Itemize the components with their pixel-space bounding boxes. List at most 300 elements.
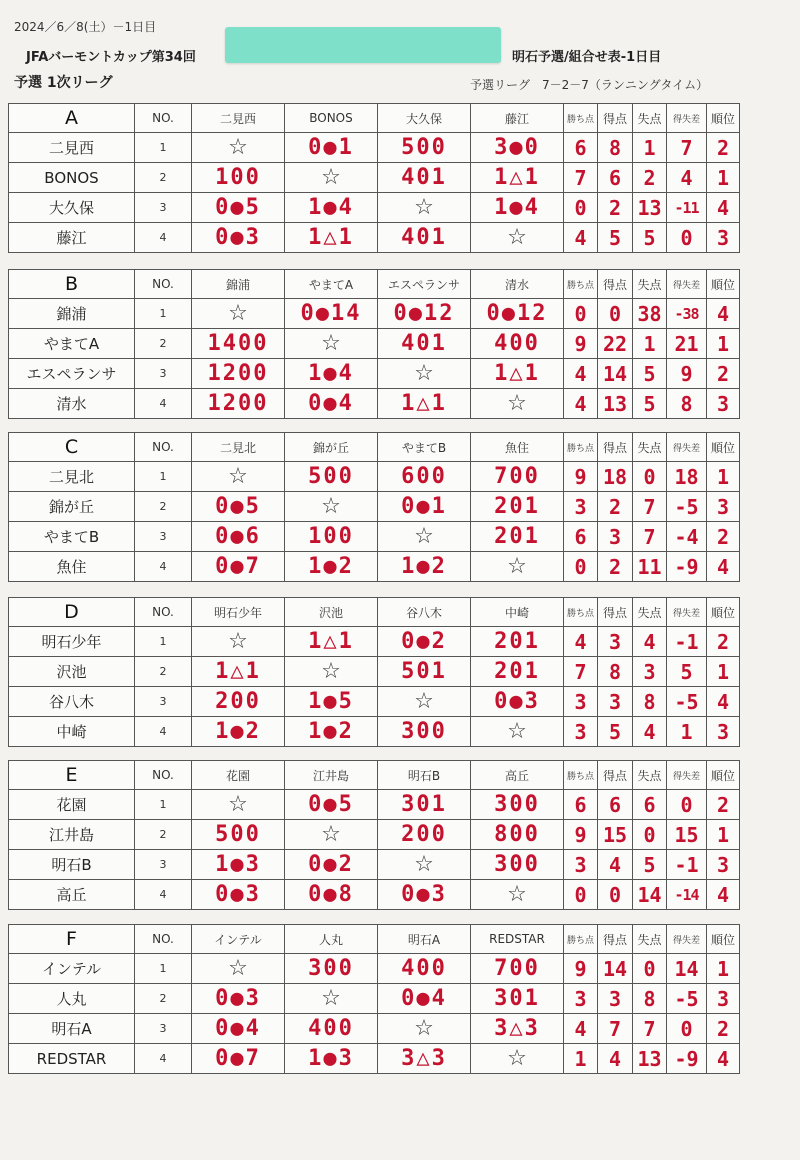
match-result: 401 bbox=[378, 163, 471, 193]
match-result: 100 bbox=[192, 163, 285, 193]
opponent-header: 明石B bbox=[378, 761, 471, 790]
goals-for-value: 18 bbox=[598, 462, 633, 492]
wins-value: 7 bbox=[564, 163, 598, 193]
team-no: 1 bbox=[135, 954, 192, 984]
wins-value: 3 bbox=[564, 687, 598, 717]
group-header-row bbox=[9, 270, 740, 299]
rank-value: 1 bbox=[707, 657, 740, 687]
rank-value: 2 bbox=[707, 790, 740, 820]
goals-against-value: 13 bbox=[633, 193, 667, 223]
self-match-star: ☆ bbox=[471, 1044, 564, 1074]
group-letter: E bbox=[9, 761, 135, 790]
match-result: 0●14 bbox=[285, 299, 378, 329]
table-row bbox=[9, 820, 740, 850]
goals-for-value: 5 bbox=[598, 223, 633, 253]
goals-against-value: 0 bbox=[633, 462, 667, 492]
no-header: NO. bbox=[135, 433, 192, 462]
match-result: 201 bbox=[471, 492, 564, 522]
match-result: 500 bbox=[285, 462, 378, 492]
wins-value: 3 bbox=[564, 717, 598, 747]
match-result: 0●6 bbox=[192, 522, 285, 552]
goals-against-value: 5 bbox=[633, 223, 667, 253]
match-result: 0●4 bbox=[192, 1014, 285, 1044]
match-result: 400 bbox=[471, 329, 564, 359]
opponent-header: インテル bbox=[192, 925, 285, 954]
self-match-star: ☆ bbox=[378, 1014, 471, 1044]
match-result: 301 bbox=[471, 984, 564, 1014]
wins-value: 0 bbox=[564, 193, 598, 223]
match-result: 1●3 bbox=[285, 1044, 378, 1074]
goal-diff-value: 0 bbox=[667, 1014, 707, 1044]
self-match-star: ☆ bbox=[192, 299, 285, 329]
goals-for-value: 22 bbox=[598, 329, 633, 359]
rank-value: 4 bbox=[707, 299, 740, 329]
opponent-header: 明石A bbox=[378, 925, 471, 954]
team-name: 藤江 bbox=[9, 223, 135, 253]
team-name: 明石A bbox=[9, 1014, 135, 1044]
team-no: 4 bbox=[135, 717, 192, 747]
goal-diff-value: 18 bbox=[667, 462, 707, 492]
goals-for-value: 4 bbox=[598, 850, 633, 880]
goals-against-value: 6 bbox=[633, 790, 667, 820]
match-result: 800 bbox=[471, 820, 564, 850]
goal-diff-value: 21 bbox=[667, 329, 707, 359]
match-result: 500 bbox=[192, 820, 285, 850]
match-result: 3△3 bbox=[378, 1044, 471, 1074]
table-row bbox=[9, 299, 740, 329]
wins-value: 6 bbox=[564, 790, 598, 820]
match-result: 0●3 bbox=[192, 880, 285, 910]
goals-against-value: 8 bbox=[633, 984, 667, 1014]
goal-diff-header: 得失差 bbox=[667, 925, 707, 954]
team-no: 2 bbox=[135, 820, 192, 850]
rank-header: 順位 bbox=[707, 104, 740, 133]
goals-for-value: 0 bbox=[598, 299, 633, 329]
match-result: 301 bbox=[378, 790, 471, 820]
team-name: REDSTAR bbox=[9, 1044, 135, 1074]
goals-for-value: 3 bbox=[598, 687, 633, 717]
goals-for-header: 得点 bbox=[598, 433, 633, 462]
team-no: 2 bbox=[135, 984, 192, 1014]
goals-for-header: 得点 bbox=[598, 598, 633, 627]
match-result: 0●7 bbox=[192, 552, 285, 582]
team-no: 1 bbox=[135, 299, 192, 329]
self-match-star: ☆ bbox=[378, 522, 471, 552]
rank-header: 順位 bbox=[707, 925, 740, 954]
match-result: 400 bbox=[378, 954, 471, 984]
match-result: 1△1 bbox=[378, 389, 471, 419]
match-result: 0●2 bbox=[378, 627, 471, 657]
goals-against-value: 5 bbox=[633, 389, 667, 419]
match-result: 300 bbox=[471, 850, 564, 880]
goals-against-value: 4 bbox=[633, 627, 667, 657]
rank-header: 順位 bbox=[707, 598, 740, 627]
self-match-star: ☆ bbox=[192, 133, 285, 163]
group-header-row bbox=[9, 761, 740, 790]
group-header-row bbox=[9, 104, 740, 133]
goals-for-value: 14 bbox=[598, 359, 633, 389]
goal-diff-value: -9 bbox=[667, 1044, 707, 1074]
team-name: インテル bbox=[9, 954, 135, 984]
table-row bbox=[9, 984, 740, 1014]
goals-against-value: 1 bbox=[633, 133, 667, 163]
table-row bbox=[9, 359, 740, 389]
team-name: やまてB bbox=[9, 522, 135, 552]
opponent-header: 中崎 bbox=[471, 598, 564, 627]
goal-diff-header: 得失差 bbox=[667, 433, 707, 462]
table-row bbox=[9, 223, 740, 253]
table-row bbox=[9, 1014, 740, 1044]
wins-value: 0 bbox=[564, 299, 598, 329]
goals-against-value: 2 bbox=[633, 163, 667, 193]
match-result: 300 bbox=[471, 790, 564, 820]
match-result: 201 bbox=[471, 657, 564, 687]
wins-header: 勝ち点 bbox=[564, 433, 598, 462]
goals-for-value: 4 bbox=[598, 1044, 633, 1074]
match-result: 0●5 bbox=[285, 790, 378, 820]
match-result: 1●2 bbox=[285, 717, 378, 747]
team-name: 花園 bbox=[9, 790, 135, 820]
goals-against-value: 3 bbox=[633, 657, 667, 687]
table-row bbox=[9, 687, 740, 717]
match-result: 700 bbox=[471, 462, 564, 492]
wins-value: 3 bbox=[564, 850, 598, 880]
group-letter: B bbox=[9, 270, 135, 299]
goal-diff-value: -11 bbox=[667, 193, 707, 223]
self-match-star: ☆ bbox=[285, 492, 378, 522]
team-no: 3 bbox=[135, 522, 192, 552]
table-row bbox=[9, 492, 740, 522]
match-result: 1200 bbox=[192, 359, 285, 389]
self-match-star: ☆ bbox=[471, 717, 564, 747]
wins-header: 勝ち点 bbox=[564, 270, 598, 299]
rank-value: 1 bbox=[707, 163, 740, 193]
match-result: 0●12 bbox=[378, 299, 471, 329]
table-row bbox=[9, 790, 740, 820]
table-row bbox=[9, 1044, 740, 1074]
self-match-star: ☆ bbox=[285, 329, 378, 359]
team-name: 魚住 bbox=[9, 552, 135, 582]
opponent-header: 大久保 bbox=[378, 104, 471, 133]
goal-diff-value: -5 bbox=[667, 984, 707, 1014]
table-row bbox=[9, 462, 740, 492]
wins-value: 0 bbox=[564, 552, 598, 582]
wins-value: 9 bbox=[564, 820, 598, 850]
match-result: 1400 bbox=[192, 329, 285, 359]
goal-diff-value: -5 bbox=[667, 687, 707, 717]
goal-diff-value: -38 bbox=[667, 299, 707, 329]
match-result: 201 bbox=[471, 627, 564, 657]
rank-value: 2 bbox=[707, 522, 740, 552]
team-no: 4 bbox=[135, 552, 192, 582]
rank-value: 3 bbox=[707, 223, 740, 253]
team-name: 二見北 bbox=[9, 462, 135, 492]
table-row bbox=[9, 954, 740, 984]
goal-diff-value: 7 bbox=[667, 133, 707, 163]
self-match-star: ☆ bbox=[471, 552, 564, 582]
match-result: 1△1 bbox=[192, 657, 285, 687]
team-name: 江井島 bbox=[9, 820, 135, 850]
goals-against-header: 失点 bbox=[633, 761, 667, 790]
match-result: 0●1 bbox=[285, 133, 378, 163]
match-result: 0●5 bbox=[192, 193, 285, 223]
group-header-row bbox=[9, 925, 740, 954]
team-name: 人丸 bbox=[9, 984, 135, 1014]
goals-for-value: 0 bbox=[598, 880, 633, 910]
self-match-star: ☆ bbox=[192, 462, 285, 492]
group-letter: A bbox=[9, 104, 135, 133]
goal-diff-value: 15 bbox=[667, 820, 707, 850]
match-result: 3△3 bbox=[471, 1014, 564, 1044]
no-header: NO. bbox=[135, 270, 192, 299]
team-no: 2 bbox=[135, 492, 192, 522]
goals-for-value: 3 bbox=[598, 627, 633, 657]
group-table-e bbox=[8, 760, 740, 910]
self-match-star: ☆ bbox=[285, 657, 378, 687]
opponent-header: 藤江 bbox=[471, 104, 564, 133]
self-match-star: ☆ bbox=[285, 820, 378, 850]
wins-value: 6 bbox=[564, 522, 598, 552]
match-result: 0●3 bbox=[378, 880, 471, 910]
rank-value: 4 bbox=[707, 552, 740, 582]
goals-for-value: 8 bbox=[598, 133, 633, 163]
goals-for-value: 14 bbox=[598, 954, 633, 984]
match-result: 0●4 bbox=[285, 389, 378, 419]
match-result: 0●5 bbox=[192, 492, 285, 522]
goals-for-value: 13 bbox=[598, 389, 633, 419]
goal-diff-value: 5 bbox=[667, 657, 707, 687]
no-header: NO. bbox=[135, 761, 192, 790]
match-result: 0●3 bbox=[192, 223, 285, 253]
goal-diff-value: -1 bbox=[667, 850, 707, 880]
goals-against-header: 失点 bbox=[633, 270, 667, 299]
no-header: NO. bbox=[135, 925, 192, 954]
sheet-header bbox=[0, 0, 800, 100]
match-result: 0●8 bbox=[285, 880, 378, 910]
goals-against-header: 失点 bbox=[633, 433, 667, 462]
match-result: 1200 bbox=[192, 389, 285, 419]
match-result: 1●5 bbox=[285, 687, 378, 717]
team-no: 3 bbox=[135, 1014, 192, 1044]
rank-value: 3 bbox=[707, 850, 740, 880]
opponent-header: REDSTAR bbox=[471, 925, 564, 954]
goal-diff-value: -9 bbox=[667, 552, 707, 582]
wins-header: 勝ち点 bbox=[564, 761, 598, 790]
goals-for-value: 2 bbox=[598, 552, 633, 582]
table-row bbox=[9, 880, 740, 910]
team-no: 1 bbox=[135, 790, 192, 820]
goal-diff-value: -14 bbox=[667, 880, 707, 910]
self-match-star: ☆ bbox=[378, 359, 471, 389]
wins-header: 勝ち点 bbox=[564, 104, 598, 133]
team-no: 3 bbox=[135, 359, 192, 389]
team-name: 谷八木 bbox=[9, 687, 135, 717]
goals-for-value: 15 bbox=[598, 820, 633, 850]
table-row bbox=[9, 193, 740, 223]
goals-against-header: 失点 bbox=[633, 598, 667, 627]
group-letter: D bbox=[9, 598, 135, 627]
team-no: 2 bbox=[135, 329, 192, 359]
team-name: 中崎 bbox=[9, 717, 135, 747]
match-result: 0●3 bbox=[471, 687, 564, 717]
opponent-header: 錦が丘 bbox=[285, 433, 378, 462]
goal-diff-value: 4 bbox=[667, 163, 707, 193]
team-no: 3 bbox=[135, 193, 192, 223]
team-no: 1 bbox=[135, 627, 192, 657]
match-result: 3●0 bbox=[471, 133, 564, 163]
wins-value: 6 bbox=[564, 133, 598, 163]
table-row bbox=[9, 133, 740, 163]
team-name: やまてA bbox=[9, 329, 135, 359]
match-result: 400 bbox=[285, 1014, 378, 1044]
match-result: 1●2 bbox=[192, 717, 285, 747]
match-result: 401 bbox=[378, 329, 471, 359]
match-result: 0●7 bbox=[192, 1044, 285, 1074]
group-table-d bbox=[8, 597, 740, 747]
header-subtitle-left: 予選 1次リーグ bbox=[14, 75, 113, 91]
match-result: 300 bbox=[285, 954, 378, 984]
team-name: エスペランサ bbox=[9, 359, 135, 389]
rank-value: 3 bbox=[707, 717, 740, 747]
group-table-a bbox=[8, 103, 740, 253]
team-no: 1 bbox=[135, 133, 192, 163]
team-name: 沢池 bbox=[9, 657, 135, 687]
group-table-c bbox=[8, 432, 740, 582]
wins-value: 4 bbox=[564, 1014, 598, 1044]
goals-against-value: 0 bbox=[633, 954, 667, 984]
wins-value: 3 bbox=[564, 984, 598, 1014]
rank-value: 4 bbox=[707, 880, 740, 910]
goals-against-value: 7 bbox=[633, 492, 667, 522]
goal-diff-value: -5 bbox=[667, 492, 707, 522]
goals-for-value: 2 bbox=[598, 492, 633, 522]
rank-value: 3 bbox=[707, 492, 740, 522]
header-subtitle-right: 予選リーグ 7－2－7（ランニングタイム） bbox=[470, 78, 709, 92]
team-name: 高丘 bbox=[9, 880, 135, 910]
opponent-header: 錦浦 bbox=[192, 270, 285, 299]
self-match-star: ☆ bbox=[192, 627, 285, 657]
match-result: 0●12 bbox=[471, 299, 564, 329]
self-match-star: ☆ bbox=[471, 389, 564, 419]
group-table-f bbox=[8, 924, 740, 1074]
opponent-header: 魚住 bbox=[471, 433, 564, 462]
goal-diff-header: 得失差 bbox=[667, 598, 707, 627]
team-name: 明石少年 bbox=[9, 627, 135, 657]
wins-header: 勝ち点 bbox=[564, 925, 598, 954]
match-result: 200 bbox=[378, 820, 471, 850]
goals-for-value: 5 bbox=[598, 717, 633, 747]
goals-for-header: 得点 bbox=[598, 925, 633, 954]
wins-value: 9 bbox=[564, 462, 598, 492]
rank-value: 3 bbox=[707, 984, 740, 1014]
rank-value: 4 bbox=[707, 687, 740, 717]
goals-for-value: 3 bbox=[598, 522, 633, 552]
goals-for-value: 2 bbox=[598, 193, 633, 223]
rank-value: 4 bbox=[707, 193, 740, 223]
rank-value: 2 bbox=[707, 133, 740, 163]
opponent-header: 明石少年 bbox=[192, 598, 285, 627]
match-result: 700 bbox=[471, 954, 564, 984]
rank-value: 1 bbox=[707, 462, 740, 492]
opponent-header: やまてA bbox=[285, 270, 378, 299]
match-result: 0●4 bbox=[378, 984, 471, 1014]
group-letter: C bbox=[9, 433, 135, 462]
opponent-header: エスペランサ bbox=[378, 270, 471, 299]
rank-header: 順位 bbox=[707, 270, 740, 299]
goals-against-value: 13 bbox=[633, 1044, 667, 1074]
no-header: NO. bbox=[135, 104, 192, 133]
opponent-header: 高丘 bbox=[471, 761, 564, 790]
team-no: 3 bbox=[135, 850, 192, 880]
match-result: 1●2 bbox=[378, 552, 471, 582]
goals-against-header: 失点 bbox=[633, 925, 667, 954]
match-result: 1●4 bbox=[285, 359, 378, 389]
rank-header: 順位 bbox=[707, 761, 740, 790]
goal-diff-value: -4 bbox=[667, 522, 707, 552]
wins-value: 4 bbox=[564, 389, 598, 419]
self-match-star: ☆ bbox=[285, 163, 378, 193]
self-match-star: ☆ bbox=[192, 790, 285, 820]
match-result: 200 bbox=[192, 687, 285, 717]
match-result: 0●2 bbox=[285, 850, 378, 880]
opponent-header: 江井島 bbox=[285, 761, 378, 790]
goals-for-header: 得点 bbox=[598, 761, 633, 790]
team-name: 錦浦 bbox=[9, 299, 135, 329]
team-no: 3 bbox=[135, 687, 192, 717]
goals-against-value: 38 bbox=[633, 299, 667, 329]
match-result: 1●2 bbox=[285, 552, 378, 582]
goals-against-value: 7 bbox=[633, 1014, 667, 1044]
opponent-header: 沢池 bbox=[285, 598, 378, 627]
self-match-star: ☆ bbox=[285, 984, 378, 1014]
goals-against-header: 失点 bbox=[633, 104, 667, 133]
no-header: NO. bbox=[135, 598, 192, 627]
goals-against-value: 7 bbox=[633, 522, 667, 552]
self-match-star: ☆ bbox=[192, 954, 285, 984]
group-letter: F bbox=[9, 925, 135, 954]
opponent-header: やまてB bbox=[378, 433, 471, 462]
goals-against-value: 4 bbox=[633, 717, 667, 747]
wins-value: 3 bbox=[564, 492, 598, 522]
self-match-star: ☆ bbox=[471, 223, 564, 253]
team-no: 4 bbox=[135, 389, 192, 419]
goal-diff-value: -1 bbox=[667, 627, 707, 657]
opponent-header: 人丸 bbox=[285, 925, 378, 954]
match-result: 1●4 bbox=[471, 193, 564, 223]
wins-value: 4 bbox=[564, 627, 598, 657]
wins-value: 4 bbox=[564, 359, 598, 389]
opponent-header: 二見西 bbox=[192, 104, 285, 133]
team-name: 大久保 bbox=[9, 193, 135, 223]
match-result: 0●3 bbox=[192, 984, 285, 1014]
goals-against-value: 1 bbox=[633, 329, 667, 359]
opponent-header: 二見北 bbox=[192, 433, 285, 462]
team-no: 4 bbox=[135, 880, 192, 910]
team-no: 4 bbox=[135, 1044, 192, 1074]
match-result: 0●1 bbox=[378, 492, 471, 522]
team-name: BONOS bbox=[9, 163, 135, 193]
team-name: 錦が丘 bbox=[9, 492, 135, 522]
rank-value: 2 bbox=[707, 359, 740, 389]
group-header-row bbox=[9, 433, 740, 462]
table-row bbox=[9, 329, 740, 359]
self-match-star: ☆ bbox=[378, 687, 471, 717]
table-row bbox=[9, 717, 740, 747]
goals-for-value: 3 bbox=[598, 984, 633, 1014]
rank-header: 順位 bbox=[707, 433, 740, 462]
match-result: 1●3 bbox=[192, 850, 285, 880]
goal-diff-value: 0 bbox=[667, 790, 707, 820]
